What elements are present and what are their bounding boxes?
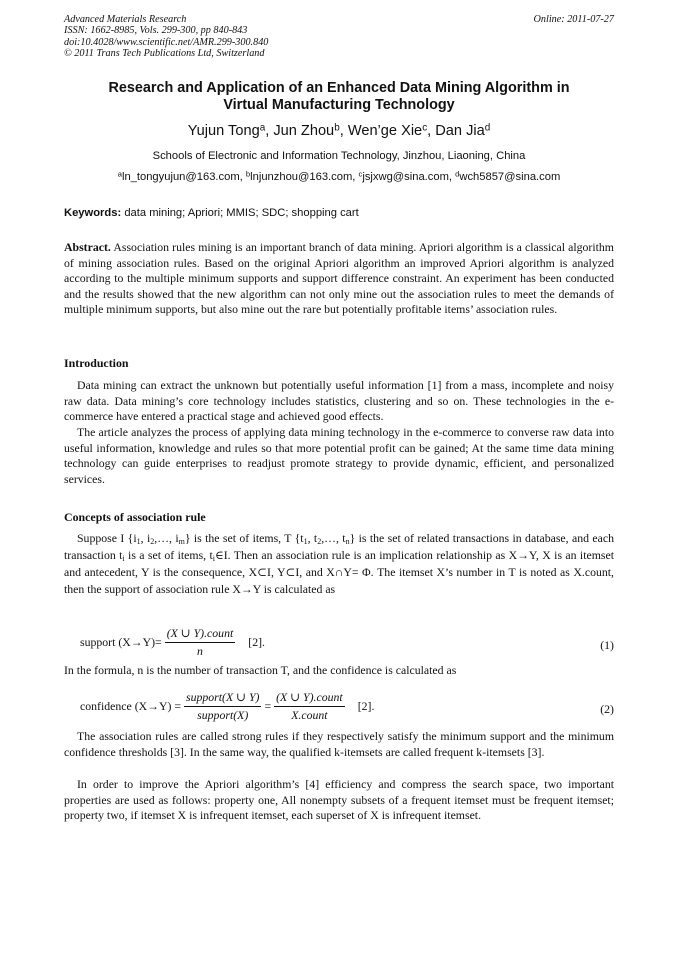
equation-2 <box>80 690 374 723</box>
subscript: 1 <box>303 537 308 546</box>
author-mark: a <box>259 122 266 134</box>
eq2-fraction-1 <box>184 690 261 723</box>
email-address: ln_tongyujun@163.com <box>121 171 240 183</box>
eq1-lhs: support (X→Y)= <box>80 635 162 649</box>
author-name: Dan Jia <box>435 123 485 139</box>
subscript: m <box>178 537 185 546</box>
concepts-heading: Concepts of association rule <box>64 510 206 524</box>
subscript: 2 <box>317 537 322 546</box>
author-list: Yujun Tong$^a$, Jun Zhou$^b$, Wen’ge Xie$^c$, Dan Jia$^d$ <box>187 122 491 139</box>
text-run: Suppose I {i <box>77 531 137 545</box>
keywords-text: data mining; Apriori; MMIS; SDC; shopping cart <box>124 207 359 219</box>
author-mark: d <box>484 122 491 134</box>
subscript: i <box>122 554 125 563</box>
abstract-text: Association rules mining is an important branch of data mining. Apriori algorithm is a classical algorithm of mining association rules. Based on the original Apriori algorithm an improved Apriori algorithm is analyzed according to the multiple minimum supports and support difference constraint. An experiment has been conducted and the results showed that the new algorithm can not only mine out the association rules to meet the demands of multiple minimum supports, but also mine out the rare but potentially profitable items’ association rules. <box>64 240 614 317</box>
author-name: Jun Zhou <box>273 123 335 139</box>
author-name: Wen’ge Xie <box>347 123 423 139</box>
subscript: n <box>345 537 350 546</box>
text-run: ∈I. Then an association rule is an implication relationship as X→Y, X is an itemset and antecedent, Y is the consequence, X⊂I, Y⊂I, and X∩Y= Φ. The itemset X’s number in T is noted as X.count, then the support of association rule X→Y is calculated as <box>64 548 614 596</box>
eq2-denominator-1: support(X) <box>197 708 249 722</box>
eq1-denominator: n <box>197 644 203 658</box>
eq2-denominator-2: X.count <box>291 708 328 722</box>
eq2-numerator-2: (X ∪ Y).count <box>274 690 345 707</box>
subscript: i <box>212 554 216 563</box>
eq1-numerator: (X ∪ Y).count <box>165 626 236 643</box>
affiliation: Schools of Electronic and Information Technology, Jinzhou, Liaoning, China <box>152 150 526 162</box>
paper-title <box>64 80 614 114</box>
introduction-paragraph-1: Data mining can extract the unknown but potentially useful information [1] from a mass, incomplete and noisy raw data. Data mining’s core technology includes statistics, clustering and so on. These technologies in the e-commerce have entered a practical stage and achieved good effects. <box>64 378 614 424</box>
apriori-improvement-paragraph: In order to improve the Apriori algorithm’s [4] efficiency and compress the search space, two important properties are used as follows: property one, All nonempty subsets of a frequent itemset must be frequent itemset; property two, if itemset X is infrequent itemset, each superset of X is infrequent itemset. <box>64 777 614 823</box>
author-mark: c <box>422 122 428 134</box>
equation-2-number: (2) <box>600 702 614 716</box>
email-address: wch5857@sina.com <box>459 171 561 183</box>
title-line-1: Research and Application of an Enhanced Data Mining Algorithm in <box>108 80 570 96</box>
email-mark: c <box>358 169 363 179</box>
text-run: , t <box>307 531 318 545</box>
text-run: ,…, t <box>321 531 346 545</box>
online-date: Online: 2011-07-27 <box>533 14 614 25</box>
concepts-paragraph <box>64 530 614 598</box>
email-address: jsjxwg@sina.com <box>362 171 449 183</box>
eq2-equals: = <box>264 699 272 713</box>
email-address: lnjunzhou@163.com <box>250 171 353 183</box>
journal-header <box>64 14 268 60</box>
issn-line: ISSN: 1662-8985, Vols. 299-300, pp 840-843 <box>64 25 248 37</box>
formula-explanation: In the formula, n is the number of transaction T, and the confidence is calculated as <box>64 663 457 677</box>
equation-1-number: (1) <box>600 638 614 652</box>
eq2-numerator-1: support(X ∪ Y) <box>184 690 261 707</box>
eq2-citation: [2]. <box>357 699 375 713</box>
copyright-line: © 2011 Trans Tech Publications Ltd, Switzerland <box>64 48 265 60</box>
eq1-citation: [2]. <box>248 635 265 649</box>
abstract-label: Abstract. <box>64 240 111 254</box>
eq2-fraction-2 <box>274 690 345 723</box>
subscript: 1 <box>136 537 141 546</box>
equation-1 <box>80 626 265 659</box>
text-run: is a set of items, t <box>124 548 213 562</box>
email-mark: a <box>117 169 122 179</box>
eq1-fraction <box>165 626 236 659</box>
introduction-paragraph-2: The article analyzes the process of applying data mining technology in the e-commerce to converse raw data into useful information, knowledge and rules so that more potential profit can be gained; At the same time data mining technology can guide enterprises to readjust promote strategy to provide dynamic, efficient, and personalized services. <box>64 425 614 486</box>
keywords-label: Keywords: <box>64 207 122 219</box>
abstract <box>64 240 614 318</box>
doi-line: doi:10.4028/www.scientific.net/AMR.299-300.840 <box>64 36 269 48</box>
author-name: Yujun Tong <box>187 123 260 139</box>
title-line-2: Virtual Manufacturing Technology <box>223 97 455 113</box>
strong-rules-paragraph: The association rules are called strong rules if they respectively satisfy the minimum support and the minimum confidence thresholds [3]. In the same way, the qualified k-itemsets are called frequent k-itemsets [3]. <box>64 729 614 759</box>
text-run: } is the set of items, T {t <box>184 531 304 545</box>
email-mark: d <box>455 169 460 179</box>
introduction-heading: Introduction <box>64 356 129 370</box>
keywords <box>64 207 359 219</box>
text-run: } is the set of related transactions in database, and each transaction t <box>64 531 615 562</box>
journal-name: Advanced Materials Research <box>64 14 187 25</box>
subscript: 2 <box>150 537 155 546</box>
text-run: ,…, i <box>154 531 179 545</box>
text-run: , i <box>140 531 151 545</box>
author-mark: b <box>334 122 340 134</box>
email-mark: b <box>245 169 251 179</box>
eq2-lhs: confidence (X→Y) = <box>80 699 181 713</box>
email-list: $^a$ln_tongyujun@163.com, $^b$lnjunzhou@163.com, $^c$jsjxwg@sina.com, $^d$wch5857@sina.com <box>117 169 561 183</box>
